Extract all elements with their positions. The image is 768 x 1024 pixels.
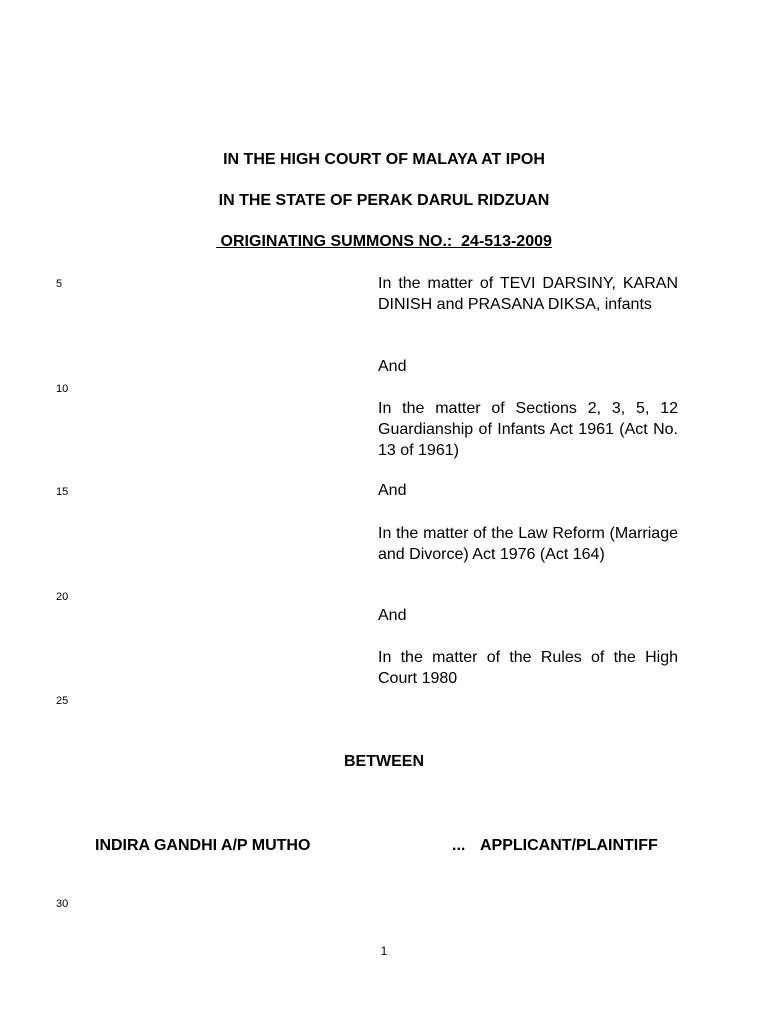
- line-number: 20: [56, 591, 69, 603]
- between-heading: BETWEEN: [344, 753, 424, 770]
- matter-infants: In the matter of TEVI DARSINY, KARAN DINISH and PRASANA DIKSA, infants: [378, 275, 678, 313]
- matter-and: And: [378, 482, 407, 499]
- line-number: 5: [56, 278, 63, 290]
- matter-and: And: [378, 607, 407, 624]
- matter-law-reform-act: In the matter of the Law Reform (Marriage and Divorce) Act 1976 (Act 164): [378, 525, 678, 563]
- page-number: 1: [380, 944, 388, 958]
- line-number: 15: [56, 486, 69, 498]
- summons-number: [0, 232, 768, 252]
- matter-and: And: [378, 358, 407, 375]
- applicant-name: INDIRA GANDHI A/P MUTHO: [95, 837, 311, 854]
- party-separator-dots: ...: [452, 837, 466, 854]
- summons-number-text: ORIGINATING SUMMONS NO.: 24-513-2009: [216, 233, 552, 250]
- state-title: IN THE STATE OF PERAK DARUL RIDZUAN: [218, 192, 550, 209]
- court-title: IN THE HIGH COURT OF MALAYA AT IPOH: [223, 151, 545, 168]
- matter-rules-high-court: In the matter of the Rules of the High Court 1980: [378, 649, 678, 687]
- line-number: 10: [56, 383, 69, 395]
- applicant-role: APPLICANT/PLAINTIFF: [480, 837, 658, 854]
- line-number: 25: [56, 695, 69, 707]
- line-number: 30: [56, 898, 69, 910]
- matter-guardianship-act: In the matter of Sections 2, 3, 5, 12 Guardianship of Infants Act 1961 (Act No. 13 of 1961): [378, 400, 678, 459]
